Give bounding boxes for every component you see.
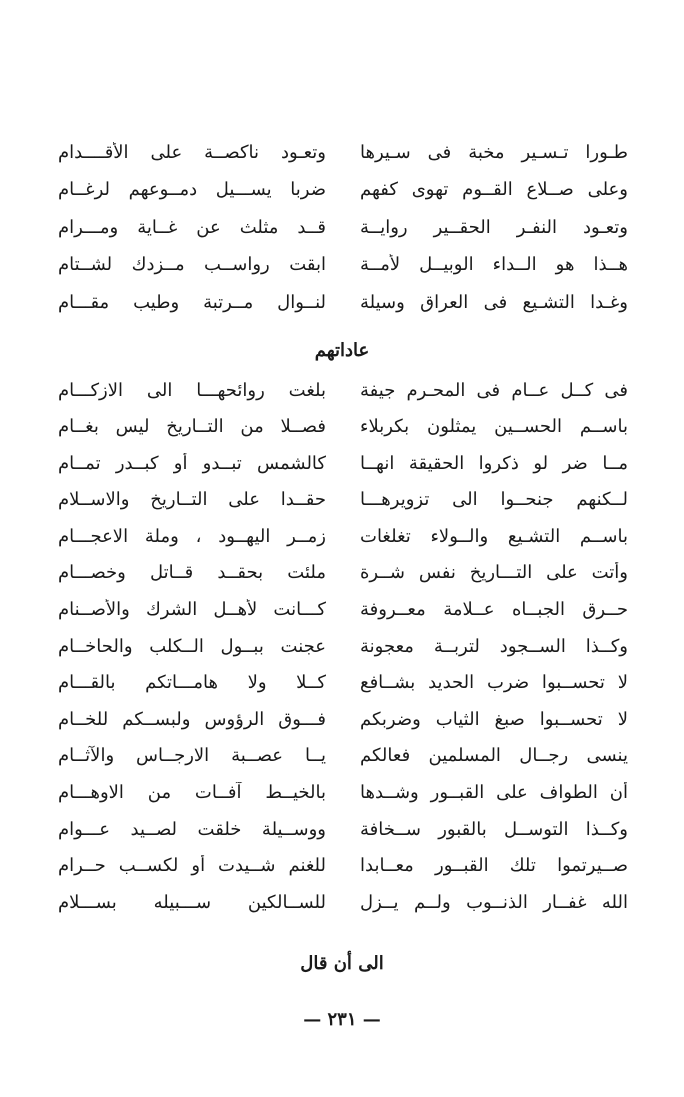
verse-line	[58, 518, 628, 555]
section-heading-until-he-said: الى أن قال	[300, 953, 384, 974]
verse-left-hemistich: للســالكين ســـبيله بســـلام	[58, 891, 326, 913]
verse-left-hemistich: قــد مثلث عن غــاية ومـــرام	[58, 216, 326, 238]
verse-right-hemistich: أن الطواف على القبــور وشــدها	[360, 782, 628, 804]
verse-line	[58, 848, 628, 885]
verse-line	[58, 284, 628, 322]
verse-left-hemistich: كــلا ولا هامـــاتكم بالقـــام	[58, 672, 326, 694]
verse-left-hemistich: كالشمس تبــدو أو كبــدر تمــام	[58, 452, 326, 474]
verse-left-hemistich: زمــر اليهــود ، وملة الاعجـــام	[58, 525, 326, 547]
verse-left-hemistich: عجنت ببــول الــكلب والحاخــام	[58, 635, 326, 657]
verse-line	[58, 555, 628, 592]
verse-left-hemistich: بالخيــط آفــات من الاوهـــام	[58, 782, 326, 804]
verse-right-hemistich: طـورا تـسـير مخبة فى سـيرها	[360, 141, 628, 163]
verse-line	[58, 628, 628, 665]
verse-left-hemistich: بلغت روائحهـــا الى الازكـــام	[58, 379, 326, 401]
verse-right-hemistich: صــيرتموا تلك القبــور معــابدا	[360, 855, 628, 877]
verse-right-hemistich: فى كــل عــام فى المحـرم جيفة	[360, 379, 628, 401]
verse-line	[58, 247, 628, 285]
verse-left-hemistich: فـــوق الرؤوس ولبســكم للخــام	[58, 708, 326, 730]
verse-left-hemistich: وتعـود ناكصــة على الأقــــدام	[58, 141, 326, 163]
verse-line	[58, 134, 628, 172]
verse-right-hemistich: وغـدا التشـيع فى العراق وسيلة	[360, 291, 628, 313]
verse-right-hemistich: لا تحســبوا صبغ الثياب وضربكم	[360, 708, 628, 730]
verse-left-hemistich: حقــدا على التــاريخ والاســلام	[58, 489, 326, 511]
verse-right-hemistich: وأتت على التـــاريخ نفس شــرة	[360, 562, 628, 584]
verse-right-hemistich: مــا ضر لو ذكروا الحقيقة انهــا	[360, 452, 628, 474]
verse-right-hemistich: وعلى صــلاع القــوم تهوى كفهم	[360, 179, 628, 201]
verse-right-hemistich: وكــذا الســجود لتربــة معجونة	[360, 635, 628, 657]
verse-left-hemistich: كـــانت لأهــل الشرك والأصــنام	[58, 599, 326, 621]
verse-line	[58, 884, 628, 921]
verse-line	[58, 701, 628, 738]
verse-right-hemistich: وتعـود النفـر الحقــير روايــة	[360, 216, 628, 238]
verse-right-hemistich: لــكنهم جنحــوا الى تزويرهـــا	[360, 489, 628, 511]
verse-right-hemistich: لا تحســبوا ضرب الحديد بشــافع	[360, 672, 628, 694]
verse-line	[58, 811, 628, 848]
verse-line	[58, 592, 628, 629]
verse-right-hemistich: باســم الحســين يمثلون بكربلاء	[360, 416, 628, 438]
verse-left-hemistich: ملئت بحقــد قــاتل وخصـــام	[58, 562, 326, 584]
poem-stanza-2	[58, 372, 628, 921]
verse-left-hemistich: للغنم شــيدت أو لكســب حــرام	[58, 855, 326, 877]
verse-line	[58, 738, 628, 775]
poem-stanza-1	[58, 134, 628, 322]
verse-left-hemistich: لنــوال مــرتبة وطيب مقـــام	[58, 291, 326, 313]
verse-left-hemistich: فصــلا من التــاريخ ليس بغــام	[58, 416, 326, 438]
verse-line	[58, 665, 628, 702]
verse-left-hemistich: ضربا يســـيل دمــوعهم لرغــام	[58, 179, 326, 201]
page-number: — ٢٣١ —	[303, 1009, 381, 1030]
verse-right-hemistich: الله غفــار الذنــوب ولــم يــزل	[360, 891, 628, 913]
verse-right-hemistich: باســم التشـيع والــولاء تغلغات	[360, 525, 628, 547]
verse-right-hemistich: حــرق الجبــاه عــلامة معــروفة	[360, 599, 628, 621]
verse-line	[58, 445, 628, 482]
verse-left-hemistich: ووســيلة خلقت لصــيد عـــوام	[58, 818, 326, 840]
verse-line	[58, 775, 628, 812]
verse-left-hemistich: يــا عصــبة الارجــاس والآثــام	[58, 745, 326, 767]
verse-right-hemistich: وكــذا التوســل بالقبور ســخافة	[360, 818, 628, 840]
verse-right-hemistich: ينسى رجــال المسلمين فعالكم	[360, 745, 628, 767]
section-heading-customs: عاداتهم	[314, 340, 370, 361]
verse-right-hemistich: هــذا هو الــداء الوبيــل لأمــة	[360, 254, 628, 276]
verse-line	[58, 172, 628, 210]
verse-line	[58, 482, 628, 519]
verse-left-hemistich: ابقت رواســب مــزدك لشــتام	[58, 254, 326, 276]
verse-line	[58, 209, 628, 247]
verse-line	[58, 409, 628, 446]
verse-line	[58, 372, 628, 409]
